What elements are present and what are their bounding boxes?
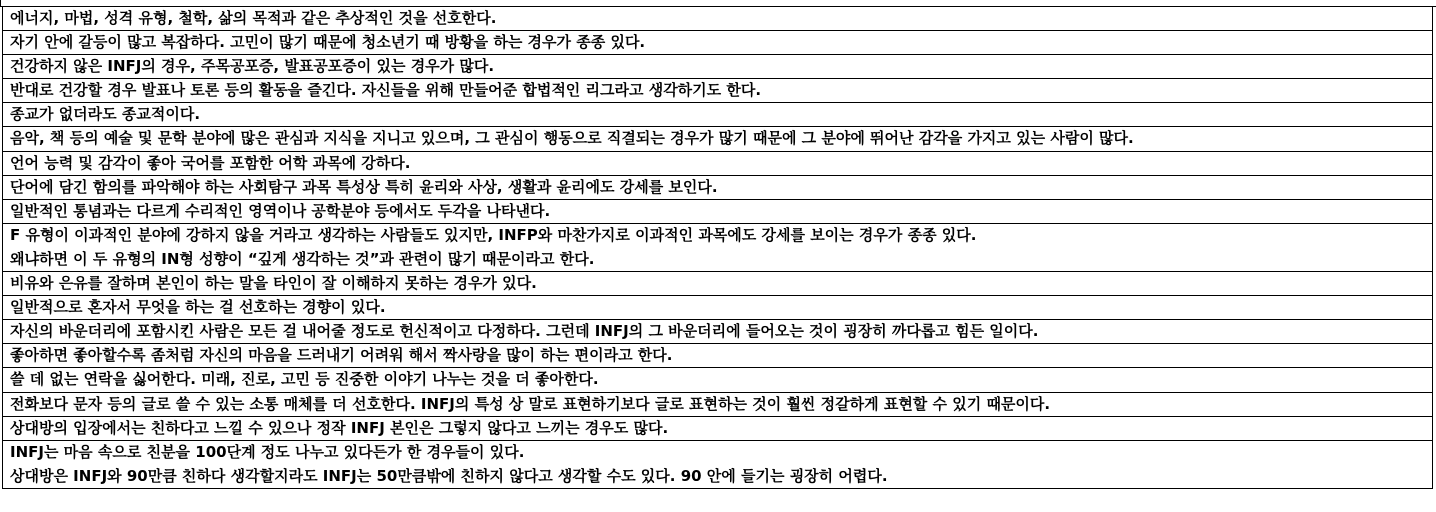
table-row — [2, 393, 1433, 417]
row-text: 종교가 없더라도 종교적이다. — [10, 105, 201, 124]
table-row — [2, 200, 1433, 224]
row-text: F 유형이 이과적인 분야에 강하지 않을 거라고 생각하는 사람들도 있지만, INFP와 마찬가지로 이과적인 과목에도 강세를 보이는 경우가 종종 있다. — [10, 225, 977, 244]
text-table — [0, 6, 1436, 489]
row-text: 전화보다 문자 등의 글로 쓸 수 있는 소통 매체를 더 선호한다. INFJ의 특성 상 말로 표현하기보다 글로 표현하는 것이 훨씬 정갈하게 표현할 수 있기 때문이다. — [10, 394, 1051, 413]
table-row — [2, 368, 1433, 392]
table-row — [2, 344, 1433, 368]
row-text: 비유와 은유를 잘하며 본인이 하는 말을 타인이 잘 이해하지 못하는 경우가 있다. — [10, 274, 537, 293]
row-text: INFJ는 마음 속으로 친분을 100단계 정도 나누고 있다든가 한 경우들이 있다. — [10, 442, 525, 461]
table-row — [2, 79, 1433, 103]
table-row — [2, 152, 1433, 176]
table-row — [2, 224, 1433, 272]
row-text-continued: 왜냐하면 이 두 유형의 IN형 성향이 “깊게 생각하는 것”과 관련이 많기 때문이라고 한다. — [10, 249, 595, 268]
row-text: 일반적으로 혼자서 무엇을 하는 걸 선호하는 경향이 있다. — [10, 298, 386, 317]
table-row — [2, 127, 1433, 151]
row-text: 자신의 바운더리에 포함시킨 사람은 모든 걸 내어줄 정도로 헌신적이고 다정하다. 그런데 INFJ의 그 바운더리에 들어오는 것이 굉장히 까다롭고 힘든 일이다. — [10, 322, 1039, 341]
table-row — [2, 31, 1433, 55]
row-text: 상대방의 입장에서는 친하다고 느낄 수 있으나 정작 INFJ 본인은 그렇지 않다고 느끼는 경우도 많다. — [10, 418, 669, 437]
table-row — [2, 320, 1433, 344]
table-row — [2, 417, 1433, 441]
row-text: 언어 능력 및 감각이 좋아 국어를 포함한 어학 과목에 강하다. — [10, 153, 411, 172]
table-row — [2, 103, 1433, 127]
row-text: 쓸 데 없는 연락을 싫어한다. 미래, 진로, 고민 등 진중한 이야기 나누는 것을 더 좋아한다. — [10, 370, 599, 389]
table-row — [2, 272, 1433, 296]
table-row — [2, 441, 1433, 489]
row-text: 반대로 건강할 경우 발표나 토론 등의 활동을 즐긴다. 자신들을 위해 만들어준 합법적인 리그라고 생각하기도 한다. — [10, 81, 762, 100]
table-row — [2, 7, 1433, 31]
row-text-continued: 상대방은 INFJ와 90만큼 친하다 생각할지라도 INFJ는 50만큼밖에 친하지 않다고 생각할 수도 있다. 90 안에 들기는 굉장히 어렵다. — [10, 466, 888, 485]
table-row — [2, 176, 1433, 200]
table-row — [2, 296, 1433, 320]
row-text: 건강하지 않은 INFJ의 경우, 주목공포증, 발표공포증이 있는 경우가 많다. — [10, 57, 495, 76]
row-text: 음악, 책 등의 예술 및 문학 분야에 많은 관심과 지식을 지니고 있으며, 그 관심이 행동으로 직결되는 경우가 많기 때문에 그 분야에 뛰어난 감각을 가지고 있는 사람이 많다. — [10, 129, 1134, 148]
row-text: 일반적인 통념과는 다르게 수리적인 영역이나 공학분야 등에서도 두각을 나타낸다. — [10, 201, 551, 220]
row-text: 에너지, 마법, 성격 유형, 철학, 삶의 목적과 같은 추상적인 것을 선호한다. — [10, 9, 497, 27]
row-text: 좋아하면 좋아할수록 좀처럼 자신의 마음을 드러내기 어려워 해서 짝사랑을 많이 하는 편이라고 한다. — [10, 346, 673, 365]
row-text: 단어에 담긴 함의를 파악해야 하는 사회탐구 과목 특성상 특히 윤리와 사상, 생활과 윤리에도 강세를 보인다. — [10, 177, 718, 196]
table-row — [2, 55, 1433, 79]
row-text: 자기 안에 갈등이 많고 복잡하다. 고민이 많기 때문에 청소년기 때 방황을 하는 경우가 종종 있다. — [10, 33, 646, 52]
